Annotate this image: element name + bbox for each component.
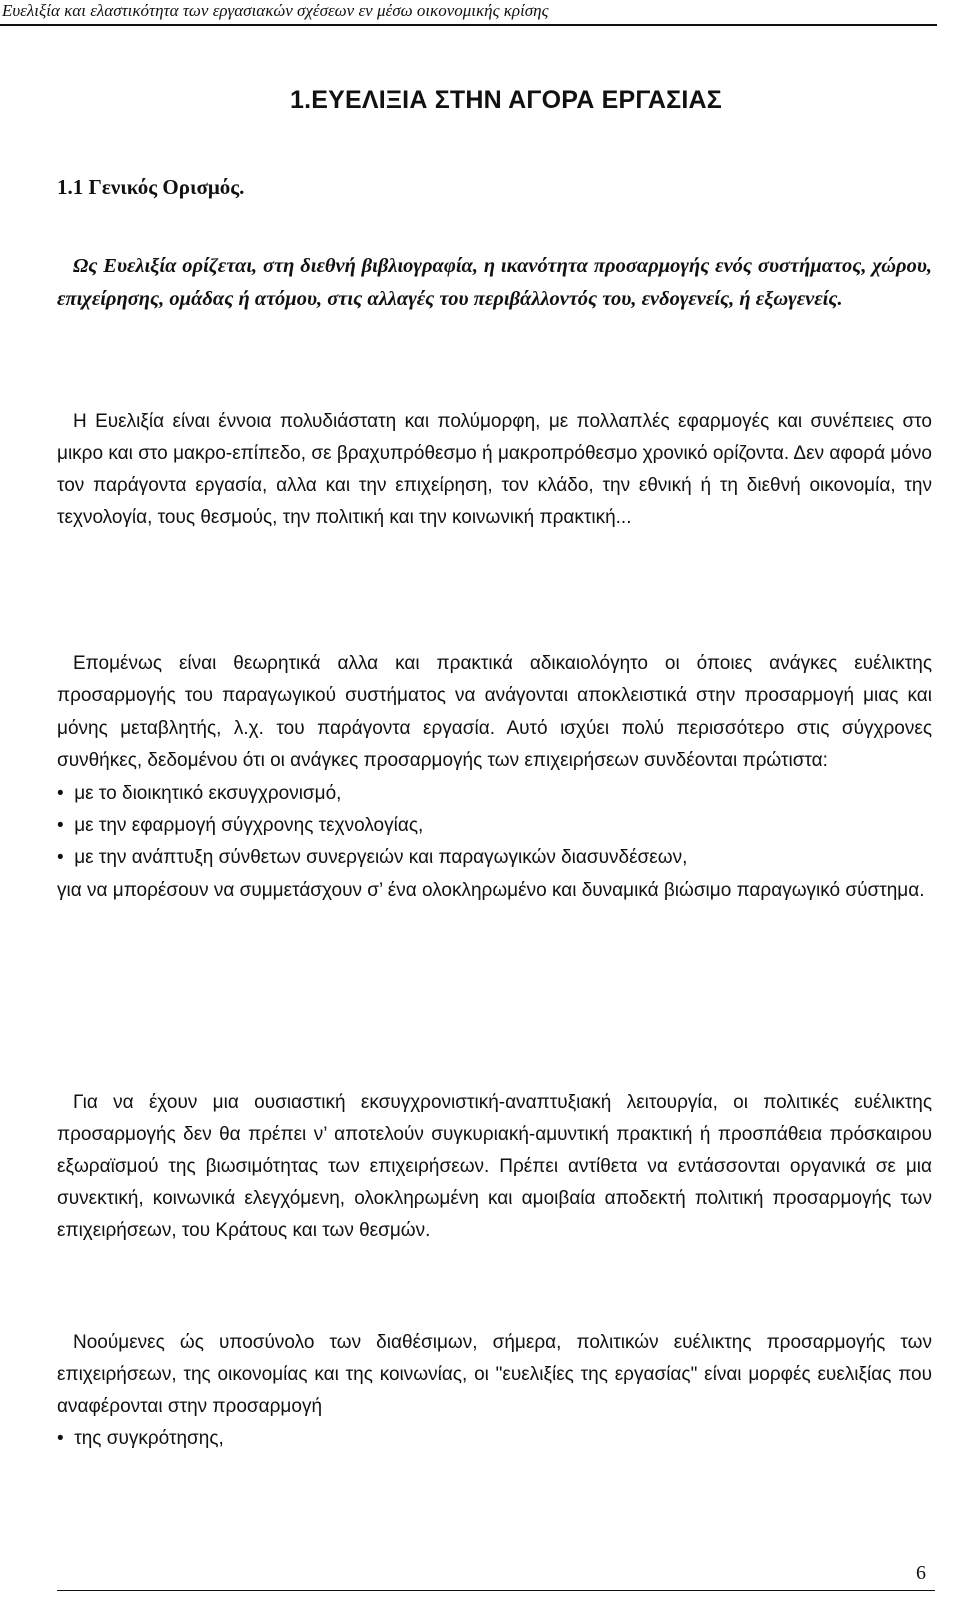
paragraph-2-outro: για να μπορέσουν να συμμετάσχουν σ’ ένα ολοκληρωμένο και δυναμικά βιώσιμο παραγωγικό σύστημα. <box>57 879 925 901</box>
list-item: • με την ανάπτυξη σύνθετων συνεργειών και παραγωγικών διασυνδέσεων, <box>57 842 932 874</box>
paragraph-3 <box>57 1087 932 1247</box>
paragraph-4-text: Νοούμενες ώς υποσύνολο των διαθέσιμων, σήμερα, πολιτικών ευέλικτης προσαρμογής των επιχειρήσεων, της οικονομίας και της κοινωνίας, οι "ευελιξίες της εργασίας" είναι μορφές ευελιξίας που αναφέρονται στην προσαρμογή <box>57 1332 932 1417</box>
paragraph-1-text: Η Ευελιξία είναι έννοια πολυδιάστατη και πολύμορφη, με πολλαπλές εφαρμογές και συνέπειες στο μικρο και στο μακρο-επίπεδο, σε βραχυπρόθεσμο ή μακροπρόθεσμο χρονικό ορίζοντα. Δεν αφορά μόνο τον παράγοντα εργασία, αλλα και την επιχείρηση, τον κλάδο, την εθνική ή τη διεθνή οικονομία, την τεχνολογία, τους θεσμούς, την πολιτική και την κοινωνική πρακτική... <box>57 411 932 528</box>
list-item: • με το διοικητικό εκσυγχρονισμό, <box>57 778 932 810</box>
definition-paragraph <box>57 250 932 316</box>
list-item: • της συγκρότησης, <box>57 1423 932 1455</box>
paragraph-4-bullet-list <box>57 1423 932 1455</box>
paragraph-3-text: Για να έχουν μια ουσιαστική εκσυγχρονιστική-αναπτυξιακή λειτουργία, οι πολιτικές ευέλικτης προσαρμογής δεν θα πρέπει ν’ αποτελούν συγκυριακή-αμυντική πρακτική ή προσπάθεια πρόσκαιρου εξωραϊσμού της βιωσιμότητας των επιχειρήσεων. Πρέπει αντίθετα να εντάσσονται οργανικά σε μια συνεκτική, κοινωνικά ελεγχόμενη, ολοκληρωμένη και αμοιβαία αποδεκτή πολιτική προσαρμογής των επιχειρήσεων, του Κράτους και των θεσμών. <box>57 1092 932 1241</box>
paragraph-2 <box>57 648 932 907</box>
paragraph-1 <box>57 406 932 534</box>
definition-text: Ως Ευελιξία ορίζεται, στη διεθνή βιβλιογραφία, η ικανότητα προσαρμογής ενός συστήματος, χώρου, επιχείρησης, ομάδας ή ατόμου, στις αλλαγές του περιβάλλοντός του, ενδογενείς, ή εξωγενείς. <box>57 255 932 310</box>
paragraph-2-intro: Επομένως είναι θεωρητικά αλλα και πρακτικά αδικαιολόγητο οι όποιες ανάγκες ευέλικτης προσαρμογής του παραγωγικού συστήματος να ανάγονται αποκλειστικά στην προσαρμογή μιας και μόνης μεταβλητής, λ.χ. του παράγοντα εργασία. Αυτό ισχύει πολύ περισσότερο στις σύγχρονες συνθήκες, δεδομένου ότι οι ανάγκες προσαρμογής των επιχειρήσεων συνδέονται πρώτιστα: <box>57 653 932 772</box>
running-header <box>0 0 937 26</box>
list-item: • με την εφαρμογή σύγχρονης τεχνολογίας, <box>57 810 932 842</box>
section-title: 1.1 Γενικός Ορισμός. <box>57 175 245 199</box>
chapter-title: 1.ΕΥΕΛΙΞΙΑ ΣΤΗΝ ΑΓΟΡΑ ΕΡΓΑΣΙΑΣ <box>290 86 722 114</box>
paragraph-4 <box>57 1327 932 1455</box>
footer-divider <box>57 1590 935 1591</box>
page-number: 6 <box>916 1562 926 1584</box>
paragraph-2-bullet-list <box>57 778 932 875</box>
running-header-title: Ευελιξία και ελαστικότητα των εργασιακών σχέσεων εν μέσω οικονομικής κρίσης <box>2 1 549 20</box>
